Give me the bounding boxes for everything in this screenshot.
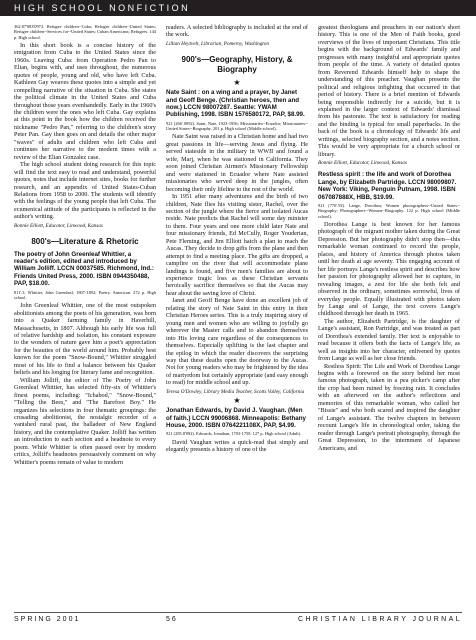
book-entry: Nate Saint : on a wing and a prayer, by Janet and Geoff Benge. (Christian heroes, then and now.) LCCN 98007287. Seattle: YWAM Publishing, 1998. ISBN 1576580172, PAP, $8.99. — [166, 89, 305, 119]
reviewer-signature: Lillian Heytvelt, Librarian, Pomeroy, Washington — [166, 40, 269, 47]
review-paragraph: John Greenleaf Whittier, one of the most outspoken abolitionists among the poets of his generation, was born into a Quaker farming family in Haverhill, Massachusetts, in 1807. Although his early life was full of relative hardship and isolation, his constant exposure to the wonders of nature gave him a poet's appreciation for the beauties of the world around him. Probably best known for the poem "Snow-Bound," Whittier struggled most of his life to find a balance between his Quaker beliefs and his longing for literary fame and recognition. — [14, 302, 156, 377]
review-paragraph: The high school student doing research for this topic will find the text easy to read and understand, powerful quotes, notes that include internet sites, books for further research, and an appendix of United States-Cuban Relations from 1958 to 2000. The students will identify with the feelings of the young people that left Cuba. The ecumenical attitude of the participants is reflected in the author's writing. — [14, 161, 156, 221]
review-paragraph: In 1951 after many adventures and the birth of two children, Nate flies his visiting sister, Rachel, over the section of the jungle where the fierce and isolated Aucas reside. Nate predicts that Rachel will some day minister to them. Four years and one more child later Nate and four missionary friends, Ed McCully, Roger Youderian, Pete Fleming, and Jim Elliott hatch a plan to reach the Aucas. They decide to drop gifts from the plane and then attempt to find a meeting place. The gifts are dropped, a campfire on the river that will accommodate plane landings is found, and five men's families are about to experience tragic loss as these Christian servants heroically sacrifice themselves so that the Aucas may hear about the saving love of Christ. — [166, 193, 308, 297]
reviewer-signature: Bonnie Elliott, Educator, Linwood, Kansas — [318, 160, 407, 167]
catalog-info: 362.87'083'0973. Refugee children--Cuba; Refugee children--United States; Refugee children--Services for--United States; Cuban Americans; Refugees. 144 p. High school. — [14, 24, 156, 40]
section-title: HIGH SCHOOL NONFICTION — [14, 3, 191, 13]
review-paragraph: William Jolliff, the editor of The Poetry of John Greenleaf Whittier, has selected fifty-six of Whittier's finest poems, including: "Ichabod," "Snow-Bound," "Telling the Bees," and "The Barefoot Boy." He organizes his selections in four thematic groupings: the crusading abolitionist, the nostalgic recorder of a vanished rural past, the balladeer of New England history, and the contemplative Quaker. Jolliff has written an introduction to each section and a headnote to every poem. While Whittier is often passed over by modern critics, Jolliff's headnotes persuasively comment on why Whittier's poems remain of value to modern — [14, 376, 156, 466]
column-2 — [166, 24, 308, 608]
review-paragraph: greatest theologians and preachers in our nation's short history. This is one of the Men of Faith books, good overviews of the lives of important Christians. This title begins with the background of Edwards' family and progresses with many insightful and appropriate quotes from people of the time. A variety of detailed quotes from Reverend Edwards himself help to shape the understanding of this preacher. Vaughan presents the political and religious infighting that occurred in that period of history. There is a brief mention of Edwards being responsible indirectly for a suicide, but it is explained in the larger context of Edwards' dismissal from his pastorate. The text is satisfactory for reading and the binding is typical for small paperbacks. In the back of the book is a chronology of Edwards' life and writings, selected biography section, and a notes section. This would be very appropriate for a church school or library. — [318, 24, 460, 158]
running-header — [0, 0, 476, 16]
review-paragraph: Janet and Geoff Benge have done an excellent job of relating the story of Nate Saint in this entry in their Christian Heroes series. This is a truly inspiring story of young men and women who are willing to joyfully go wherever the Master calls and to abandon themselves into His loving care regardless of the consequences to themselves. Especially uplifting is the last chapter and the epilog in which the reader discovers the surprising way that these deaths open the doorway to the Aucas. Not for young readers who may be frightened by the idea of martyrdom but certainly appropriate (and easy enough to read) for middle school and up. — [166, 297, 308, 387]
footer-divider — [14, 612, 462, 613]
issue-date: SPRING 2001 — [14, 616, 81, 623]
book-entry: The poetry of John Greenleaf Whittier, a reader's edition, edited and introduced by William Jolliff. LCCN 00037585. Richmond, Ind.: Friends United Press, 2000. ISBN 0944350488, PAP, $18.00. — [14, 250, 154, 288]
catalog-info: 921 (285.8'092). Edwards, Jonathan, 1703-1758. 127 p. High school (Adult). — [166, 431, 302, 437]
review-paragraph: Restless Spirit: The Life and Work of Dorothea Lange begins with a foreword on the story behind her most famous photograph, taken in a pea picker's camp after the crop had been ruined by freezing rain. It concludes with an afterword on the author's reflections and memories of this remarkable woman, who called her "Bissie" and who both scared and inspired the daughter of Lange's assistant. The twelve chapters in between recount Lange's life in chronological order, taking the reader through Lange's portrait photography, through the Great Depression, to the internment of Japanese Americans, and — [318, 362, 460, 452]
catalog-info: 811'.3. Whittier, John Greenleaf, 1807-1892; Poetry. American. 272 p. High school. — [14, 289, 156, 300]
column-3 — [318, 24, 460, 608]
journal-name: CHRISTIAN LIBRARY JOURNAL — [298, 616, 462, 623]
review-paragraph: readers. A selected bibliography is included at the end of the work. — [166, 24, 308, 39]
book-entry: Restless spirit : the life and work of Dorothea Lange, by Elizabeth Partridge. LCCN 98009807. New York: Viking, Penguin Putnam, 1998. ISBN 067087888X, HBB, $19.99. — [318, 171, 457, 201]
review-paragraph: David Vaughan writes a quick-read that simply and elegantly presents a history of one of the — [166, 438, 308, 454]
reviewer-signature: Bonnie Elliott, Educator, Linwood, Kansas — [14, 222, 103, 229]
reviewer-signature: Teresa O'Dowley, Library Media Teacher, Scotts Valley, California — [166, 388, 305, 395]
section-heading: 800's—Literature & Rhetoric — [31, 237, 139, 247]
star-icon: ★ — [233, 396, 241, 406]
review-paragraph: Dorothea Lange is best known for her famous photograph of the migrant mother taken during the Great Depression. But her photography didn't stop then—this remarkable woman continued to record the people, places, and history of America through photos taken until her death at age seventy. This engaging account of her life portrays Lange's restless spirit and describes how her passion for photography allowed her to capture, in revealing images, a zest for life she both felt and observed in the ordinary, sometimes sorrowful, lives of everyday people. Equally illustrated with photos taken by Lange and of Lange, the text covers Lange's childhood through her death in 1965. — [318, 220, 460, 318]
star-icon: ★ — [233, 78, 241, 88]
page-number: 56 — [166, 616, 178, 623]
catalog-info: 921 (266'.0092). Saint, Nate, 1923-1956; Missionaries--Ecuador; Missionaries--United States--Biography. 201 p. High school (Middle school). — [166, 120, 308, 132]
review-paragraph: Nate Saint was raised in a Christian home and had two great passions in life—serving Jesus and flying. He served stateside in the military in WWII and found a wife, Marj, when he was stationed in California. They soon joined Christian Airmen's Missionary Fellowship and were stationed in Ecuador where Nate assisted missionaries who served deep in the jungles, often becoming their only lifeline to the rest of the world. — [166, 133, 308, 193]
book-entry: Jonathan Edwards, by David J. Vaughan. (Men of faith.) LCCN 99006868. Minneapolis: Bethany House, 2000. ISBN 0764221108X, PAP, $4.99. — [166, 407, 306, 429]
catalog-info: 921 (770'.92). Lange, Dorothea; Women photographers--United States--Biography; Photographers--Women--Biography. 122 p. High school (Middle school). — [318, 203, 460, 219]
review-paragraph: The author, Elizabeth Partridge, is the daughter of Lange's assistant, Ron Partridge, and was treated as part of Dorothea's extended family. Her text is enjoyable to read because it offers both the facts of Lange's life, as well as insights into her character, enlivened by quotes from Lange as well as her close friends. — [318, 317, 460, 363]
section-heading: 900's—Geography, History, & Biography — [181, 55, 293, 74]
review-paragraph: In this short book is a concise history of the emigration from Cuba to the United States since the 1960s. Leaving Cuba: from Operation Pedro Pan to Elian, begins with, and uses throughout, the numerous quotes of people, young and old, who have left Cuba. Kathleen Gay weaves these quotes into a simple and yet compelling narrative of the situation in Cuba. She states the political climate in the United States and Cuba throughout those years evenhandedly. Early in the 1960's the children were the ones who left Cuba. Gay explains at this point in the book how the children received the nickname "Pedro Pan," referring to the children's story Peter Pan. Gay then goes on and details the other major "waves" of adults and children who left Cuba and continues her narrative to the modern times with a review of the Elian Gonzalez case. — [14, 41, 156, 161]
column-1 — [14, 24, 156, 608]
